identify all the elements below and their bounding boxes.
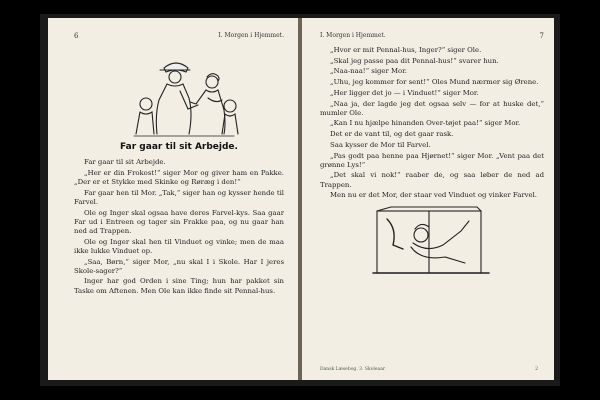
running-head-left: I. Morgen i Hjemmet. [218, 32, 284, 39]
paragraph: Ole og Inger skal ogsaa have deres Farvel-kys. Saa gaar Far ud i Entreen og tager sin Frakke paa, og nu gaar han ned ad Trappen. [74, 208, 284, 235]
page-footer [320, 367, 538, 372]
family-farewell-illustration [104, 46, 254, 138]
chapter-title: Far gaar til sit Arbejde. [120, 142, 238, 152]
paragraph: „Naa-naa!“ siger Mor. [330, 67, 407, 76]
paragraph: Inger har god Orden i sine Ting; hun har pakket sin Taske om Aftenen. Men Ole kan ikke finde sit Pennal-hus. [74, 277, 284, 295]
paragraph: „Kan I nu hjælpe hinanden Over-tøjet paa!“ siger Mor. [330, 119, 521, 128]
paragraph: Ole og Inger skal hen til Vinduet og vinke; men de maa ikke lukke Vinduet op. [74, 237, 284, 255]
paragraph: Saa kysser de Mor til Farvel. [330, 140, 431, 149]
page-number-left: 6 [74, 32, 79, 40]
running-header-left [74, 32, 284, 40]
paragraph: Far gaar hen til Mor. „Tak,“ siger han og kysser hende til Farvel. [74, 188, 284, 206]
paragraph: „Saa, Børn,“ siger Mor, „nu skal I i Skole. Har I jeres Skole-sager?“ [74, 257, 284, 275]
right-page [302, 18, 554, 380]
left-page [48, 18, 298, 380]
paragraph: „Her ligger det jo — i Vinduet!“ siger Mor. [330, 88, 479, 97]
paragraph: „Pas godt paa henne paa Hjørnet!“ siger Mor. „Vent paa det grønne Lys!“ [320, 151, 544, 169]
paragraph: Far gaar til sit Arbejde. [84, 158, 166, 166]
paragraph: „Hvor er mit Pennal-hus, Inger?“ siger Ole. [330, 46, 482, 54]
page-number-right: 7 [539, 32, 544, 40]
running-head-right: I. Morgen i Hjemmet. [320, 32, 386, 39]
footer-book-title: Dansk Læsebog. 3. Skoleaar [320, 367, 386, 372]
paragraph: „Uhu, jeg kommer for sent!“ Oles Mund nærmer sig Ørene. [330, 78, 539, 87]
left-page-text [74, 158, 284, 296]
mother-waving-illustration [367, 205, 497, 281]
paragraph: Men nu er det Mor, der staar ved Vinduet og vinker Farvel. [330, 191, 537, 200]
right-page-text [320, 46, 544, 201]
paragraph: „Det skal vi nok!“ raaber de, og saa løber de ned ad Trappen. [320, 171, 544, 189]
paragraph: „Naa ja, der lagde jeg det ogsaa selv — for at huske det,“ mumler Ole. [320, 99, 544, 117]
paragraph: Det er de vant til, og det gaar rask. [330, 130, 454, 139]
open-book [40, 14, 560, 386]
running-header-right [320, 32, 544, 40]
paragraph: „Her er din Frokost!“ siger Mor og giver ham en Pakke. „Der er et Stykke med Skinke og Røræg i den!“ [74, 168, 284, 186]
footer-signature-mark: 2 [535, 367, 538, 372]
paragraph: „Skal jeg passe paa dit Pennal-hus!“ svarer hun. [330, 56, 499, 65]
